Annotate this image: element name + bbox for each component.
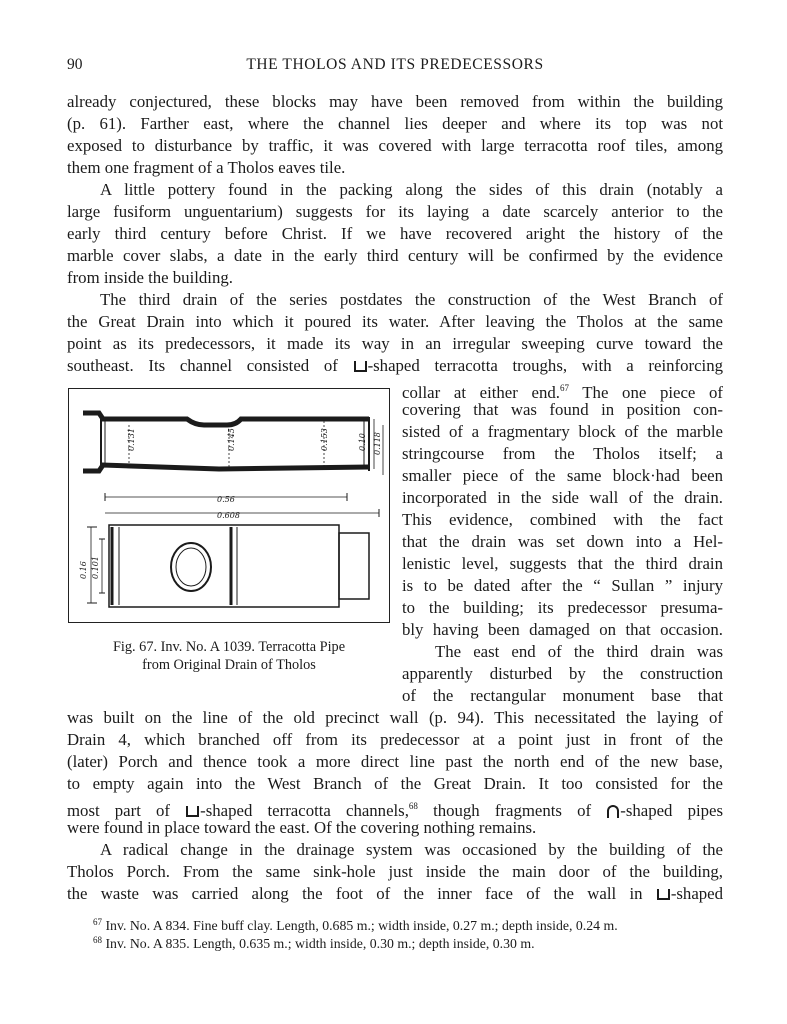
footnote-ref: 67 (559, 383, 569, 393)
body-line: the Great Drain into which it poured its water. After leaving the Tholos at the same (67, 312, 723, 331)
body-line: is to be dated after the “ Sullan ” injury (402, 576, 723, 595)
body-text: -shaped (670, 884, 723, 903)
body-line: bly having been damaged on that occasion. (402, 620, 723, 639)
body-line (67, 795, 723, 820)
dim-label: 0.101 (91, 556, 100, 579)
dim-label: 0.153 (320, 428, 329, 451)
figure-terracotta-pipe (68, 388, 390, 623)
body-line: apparently disturbed by the construction (402, 664, 723, 683)
body-line: (p. 61). Farther east, where the channel lies deeper and where its top was not (67, 114, 723, 133)
body-line: The third drain of the series postdates the construction of the West Branch of (100, 290, 723, 309)
body-line: from inside the building. (67, 268, 233, 287)
body-line: already conjectured, these blocks may have been removed from within the building (67, 92, 723, 111)
dim-label: 0.10 (358, 433, 367, 451)
dim-label: 0.118 (373, 432, 382, 455)
body-text: -shaped terracotta channels, (200, 801, 409, 820)
body-line: large fusiform unguentarium) suggests for its laying a date scarcely anterior to the (67, 202, 723, 221)
page-header (67, 56, 723, 78)
body-line: exposed to disturbance by traffic, it was covered with large terracotta roof tiles, among (67, 136, 723, 155)
body-text: most part of (67, 801, 171, 820)
body-line (67, 355, 723, 377)
body-line: (later) Porch and thence took a more direct line past the north end of the new base, (67, 752, 723, 771)
body-line: Drain 4, which branched off from its predecessor at a point just in front of the (67, 730, 723, 749)
body-text: the waste was carried along the foot of the inner face of the wall in (67, 884, 643, 903)
footnote-mark: 68 (93, 935, 102, 945)
figure-caption: from Original Drain of Tholos (142, 657, 316, 673)
body-line: of the rectangular monument base that (402, 686, 723, 705)
dim-label: 0.131 (127, 428, 136, 451)
u-channel-icon (186, 806, 199, 817)
footnote-text: Inv. No. A 835. Length, 0.635 m.; width inside, 0.30 m.; depth inside, 0.30 m. (105, 936, 535, 951)
dim-label: 0.16 (79, 561, 88, 579)
page-number: 90 (67, 56, 83, 73)
u-channel-icon (354, 361, 367, 372)
body-line: smaller piece of the same block·had been (402, 466, 723, 485)
u-channel-icon (657, 889, 670, 900)
body-line: incorporated in the side wall of the drain. (402, 488, 723, 507)
figure-caption: Fig. 67. Inv. No. A 1039. Terracotta Pipe (112, 639, 346, 655)
body-line: were found in place toward the east. Of the covering nothing remains. (67, 818, 537, 837)
body-line: stringcourse from the Tholos itself; a (402, 444, 723, 463)
body-line: A little pottery found in the packing along the sides of this drain (notably a (100, 180, 723, 199)
footnote (67, 931, 723, 953)
body-line: sisted of a fragmentary block of the marble (402, 422, 723, 441)
body-line: that the drain was set down into a Hel- (402, 532, 723, 551)
dim-label: 0.145 (227, 428, 236, 451)
body-line: The east end of the third drain was (435, 642, 723, 661)
body-text: -shaped terracotta troughs, with a reinforcing (367, 356, 723, 375)
dim-label: 0.56 (217, 495, 235, 504)
body-text: southeast. Its channel consisted of (67, 356, 338, 375)
body-line: to the building; its predecessor presuma- (402, 598, 723, 617)
pipe-drawing (69, 389, 391, 624)
body-line: covering that was found in position con- (402, 400, 723, 419)
body-text: -shaped pipes (620, 801, 723, 820)
dim-label: 0.608 (217, 511, 240, 520)
body-text: The one piece of (568, 383, 723, 402)
body-line: marble cover slabs, a date in the early third century will be confirmed by the evidence (67, 246, 723, 265)
body-line: early third century before Christ. If we have recovered aright the history of the (67, 224, 723, 243)
footnote-ref: 68 (408, 801, 418, 811)
body-line (67, 883, 723, 905)
body-line: This evidence, combined with the fact (402, 510, 723, 529)
body-text: collar at either end. (402, 383, 560, 402)
body-line: point as its predecessors, it made its way in an irregular sweeping curve toward the (67, 334, 723, 353)
footnote-text: Inv. No. A 834. Fine buff clay. Length, 0.685 m.; width inside, 0.27 m.; depth inside, 0.24 m. (105, 918, 618, 933)
body-line: A radical change in the drainage system was occasioned by the building of the (100, 840, 723, 859)
running-title: THE THOLOS AND ITS PREDECESSORS (246, 56, 544, 73)
body-line: them one fragment of a Tholos eaves tile. (67, 158, 346, 177)
body-line (402, 377, 723, 402)
body-line: Tholos Porch. From the same sink-hole just inside the main door of the building, (67, 862, 723, 881)
body-line: to empty again into the West Branch of the Great Drain. It too consisted for the (67, 774, 723, 793)
body-line: was built on the line of the old precinct wall (p. 94). This necessitated the laying of (67, 708, 723, 727)
footnote-mark: 67 (93, 917, 102, 927)
body-line: lenistic level, suggests that the third drain (402, 554, 723, 573)
body-text: though fragments of (417, 801, 592, 820)
